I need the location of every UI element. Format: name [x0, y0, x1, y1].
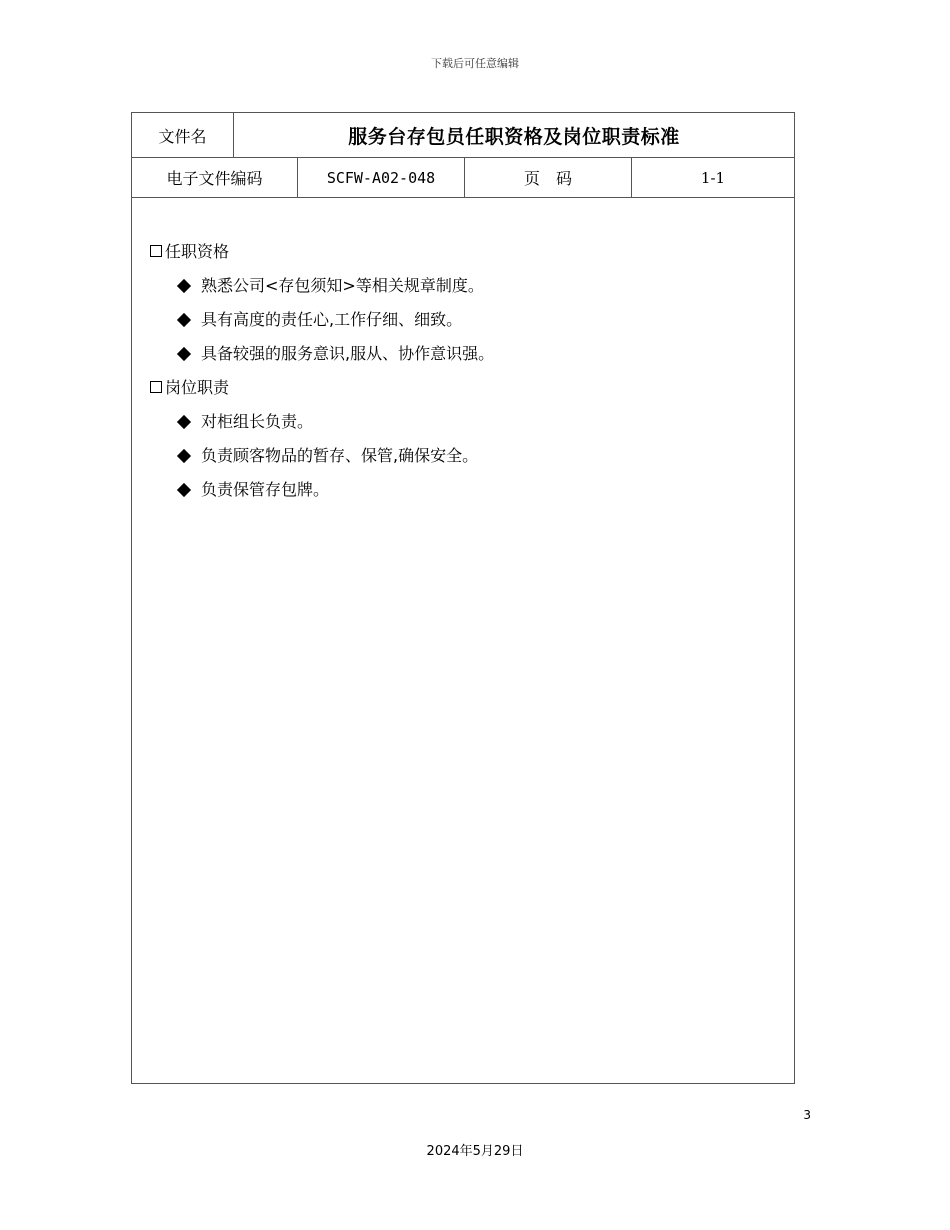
code-row [132, 158, 794, 198]
diamond-bullet-icon [177, 449, 191, 463]
checkbox-icon [150, 381, 162, 393]
list-item-text: 负责顾客物品的暂存、保管,确保安全。 [201, 446, 479, 465]
section-heading-text: 岗位职责 [165, 378, 230, 397]
document-title: 服务台存包员任职资格及岗位职责标准 [348, 125, 680, 148]
diamond-bullet-icon [177, 347, 191, 361]
document-content [150, 241, 770, 513]
file-code-value: SCFW-A02-048 [298, 158, 465, 197]
list-item [150, 445, 770, 479]
list-item-text: 负责保管存包牌。 [201, 480, 330, 499]
diamond-bullet-icon [177, 415, 191, 429]
diamond-bullet-icon [177, 483, 191, 497]
list-item [150, 309, 770, 343]
page-label: 页码 [465, 158, 632, 197]
footer-date: 2024年5月29日 [426, 1144, 524, 1159]
section-heading-qualifications [150, 241, 770, 275]
list-item [150, 479, 770, 513]
list-item-text: 具备较强的服务意识,服从、协作意识强。 [201, 344, 495, 363]
list-item [150, 275, 770, 309]
diamond-bullet-icon [177, 313, 191, 327]
list-item-text: 对柜组长负责。 [201, 412, 314, 431]
page-number: 3 [803, 1108, 811, 1122]
list-item [150, 343, 770, 377]
list-item-text: 熟悉公司<存包须知>等相关规章制度。 [201, 276, 484, 295]
section-heading-duties [150, 377, 770, 411]
file-name-label: 文件名 [132, 113, 234, 157]
file-code-label: 电子文件编码 [132, 158, 298, 197]
checkbox-icon [150, 245, 162, 257]
title-row [132, 113, 794, 158]
document-table [131, 112, 795, 1084]
section-heading-text: 任职资格 [165, 242, 230, 261]
diamond-bullet-icon [177, 279, 191, 293]
header-note: 下载后可任意编辑 [431, 57, 519, 70]
list-item [150, 411, 770, 445]
page-value: 1-1 [700, 168, 726, 187]
list-item-text: 具有高度的责任心,工作仔细、细致。 [201, 310, 463, 329]
